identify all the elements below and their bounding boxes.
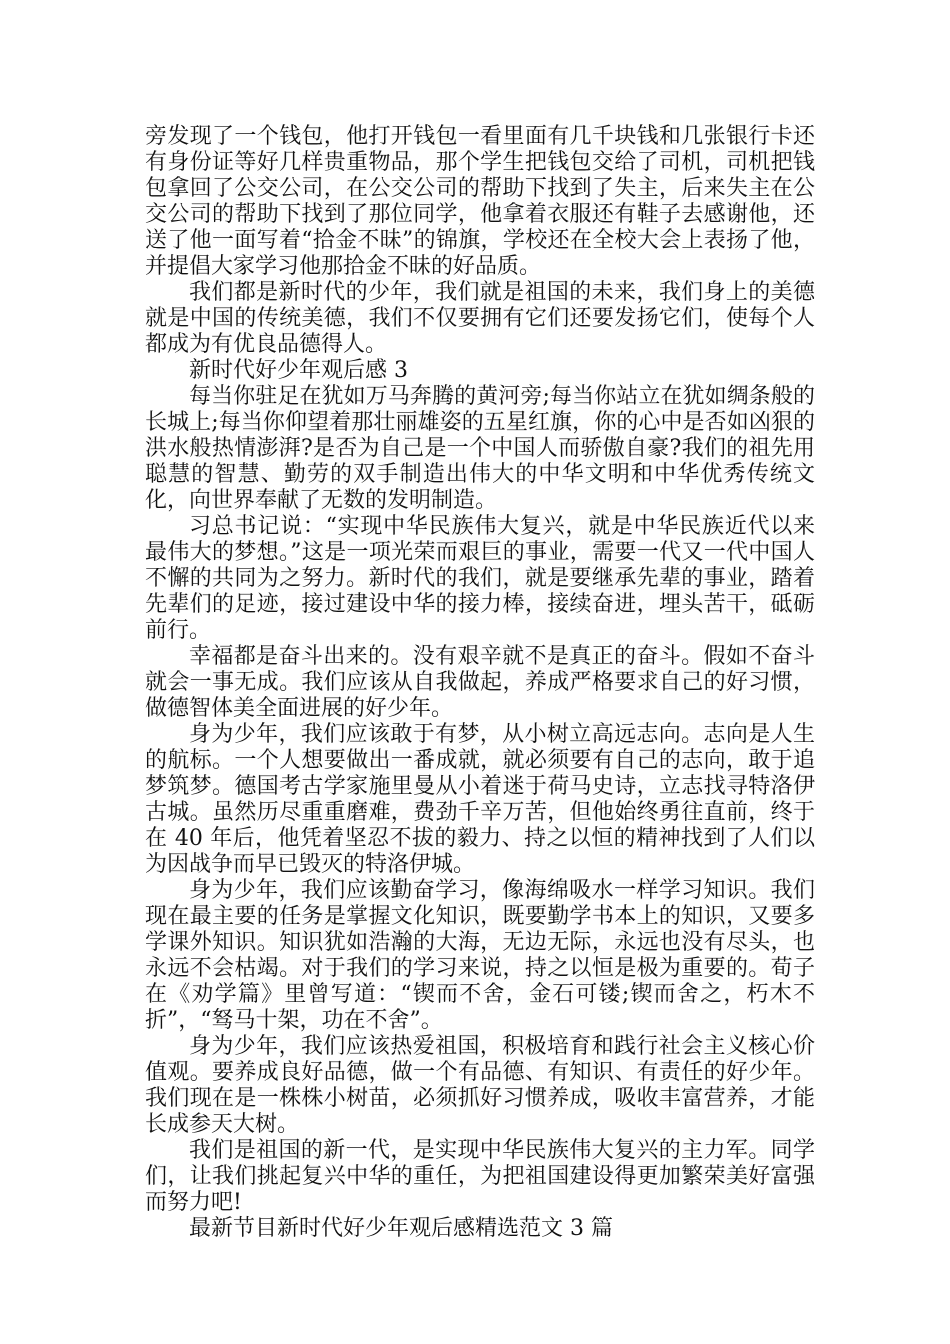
paragraph-pride: 每当你驻足在犹如万马奔腾的黄河旁;每当你站立在犹如绸条般的长城上;每当你仰望着那壮丽雄姿的五星红旗，你的心中是否如凶狠的洪水般热情澎湃?是否为自己是一个中国人而骄傲自豪?我们的祖先用聪慧的智慧、勤劳的双手制造出伟大的中华文明和中华优秀传统文化，向世界奉献了无数的发明制造。: [145, 384, 815, 513]
section-heading-3: 新时代好少年观后感 3: [189, 358, 408, 383]
paragraph-new-generation: 我们是祖国的新一代，是实现中华民族伟大复兴的主力军。同学们，让我们挑起复兴中华的重任，为把祖国建设得更加繁荣美好富强而努力吧!: [145, 1138, 815, 1215]
paragraph-dream: 习总书记说：“实现中华民族伟大复兴，就是中华民族近代以来最伟大的梦想。”这是一项光荣而艰巨的事业，需要一代又一代中国人不懈的共同为之努力。新时代的我们，就是要继承先辈的事业，踏着先辈们的足迹，接过建设中华的接力棒，接续奋进，埋头苦干，砥砺前行。: [145, 514, 815, 643]
paragraph-patriotism: 身为少年，我们应该热爱祖国，积极培育和践行社会主义核心价值观。要养成良好品德，做一个有品德、有知识、有责任的好少年。我们现在是一株株小树苗，必须抓好习惯养成，吸收丰富营养，才能长成参天大树。: [145, 1034, 815, 1137]
paragraph-aspiration: 身为少年，我们应该敢于有梦，从小树立高远志向。志向是人生的航标。一个人想要做出一番成就，就必须要有自己的志向，敢于追梦筑梦。德国考古学家施里曼从小着迷于荷马史诗，立志找寻特洛伊古城。虽然历尽重重磨难，费劲千辛万苦，但他始终勇往直前，终于在 40 年后，他凭着坚忍不拔的毅力、持之以恒的精神找到了人们以为因战争而早已毁灭的特洛伊城。: [145, 722, 815, 877]
document-page: [145, 124, 815, 1242]
paragraph-virtue: 我们都是新时代的少年，我们就是祖国的未来，我们身上的美德就是中国的传统美德，我们不仅要拥有它们还要发扬它们，使每个人都成为有优良品德得人。: [145, 280, 815, 357]
paragraph-study: 身为少年，我们应该勤奋学习，像海绵吸水一样学习知识。我们现在最主要的任务是掌握文化知识，既要勤学书本上的知识，又要多学课外知识。知识犹如浩瀚的大海，无边无际，永远也没有尽头，也永远不会枯竭。对于我们的学习来说，持之以恒是极为重要的。荀子在《劝学篇》里曾写道：“锲而不舍，金石可镂;锲而舍之，朽木不折”，“驽马十架，功在不舍”。: [145, 878, 815, 1033]
paragraph-continuation: 旁发现了一个钱包，他打开钱包一看里面有几千块钱和几张银行卡还有身份证等好几样贵重物品，那个学生把钱包交给了司机，司机把钱包拿回了公交公司，在公交公司的帮助下找到了失主，后来失主在公交公司的帮助下找到了那位同学，他拿着衣服还有鞋子去感谢他，还送了他一面写着“拾金不昧”的锦旗，学校还在全校大会上表扬了他，并提倡大家学习他那拾金不昧的好品质。: [145, 124, 815, 279]
paragraph-struggle: 幸福都是奋斗出来的。没有艰辛就不是真正的奋斗。假如不奋斗就会一事无成。我们应该从自我做起，养成严格要求自己的好习惯，做德智体美全面进展的好少年。: [145, 644, 815, 721]
closing-title: 最新节目新时代好少年观后感精选范文 3 篇: [189, 1216, 613, 1241]
